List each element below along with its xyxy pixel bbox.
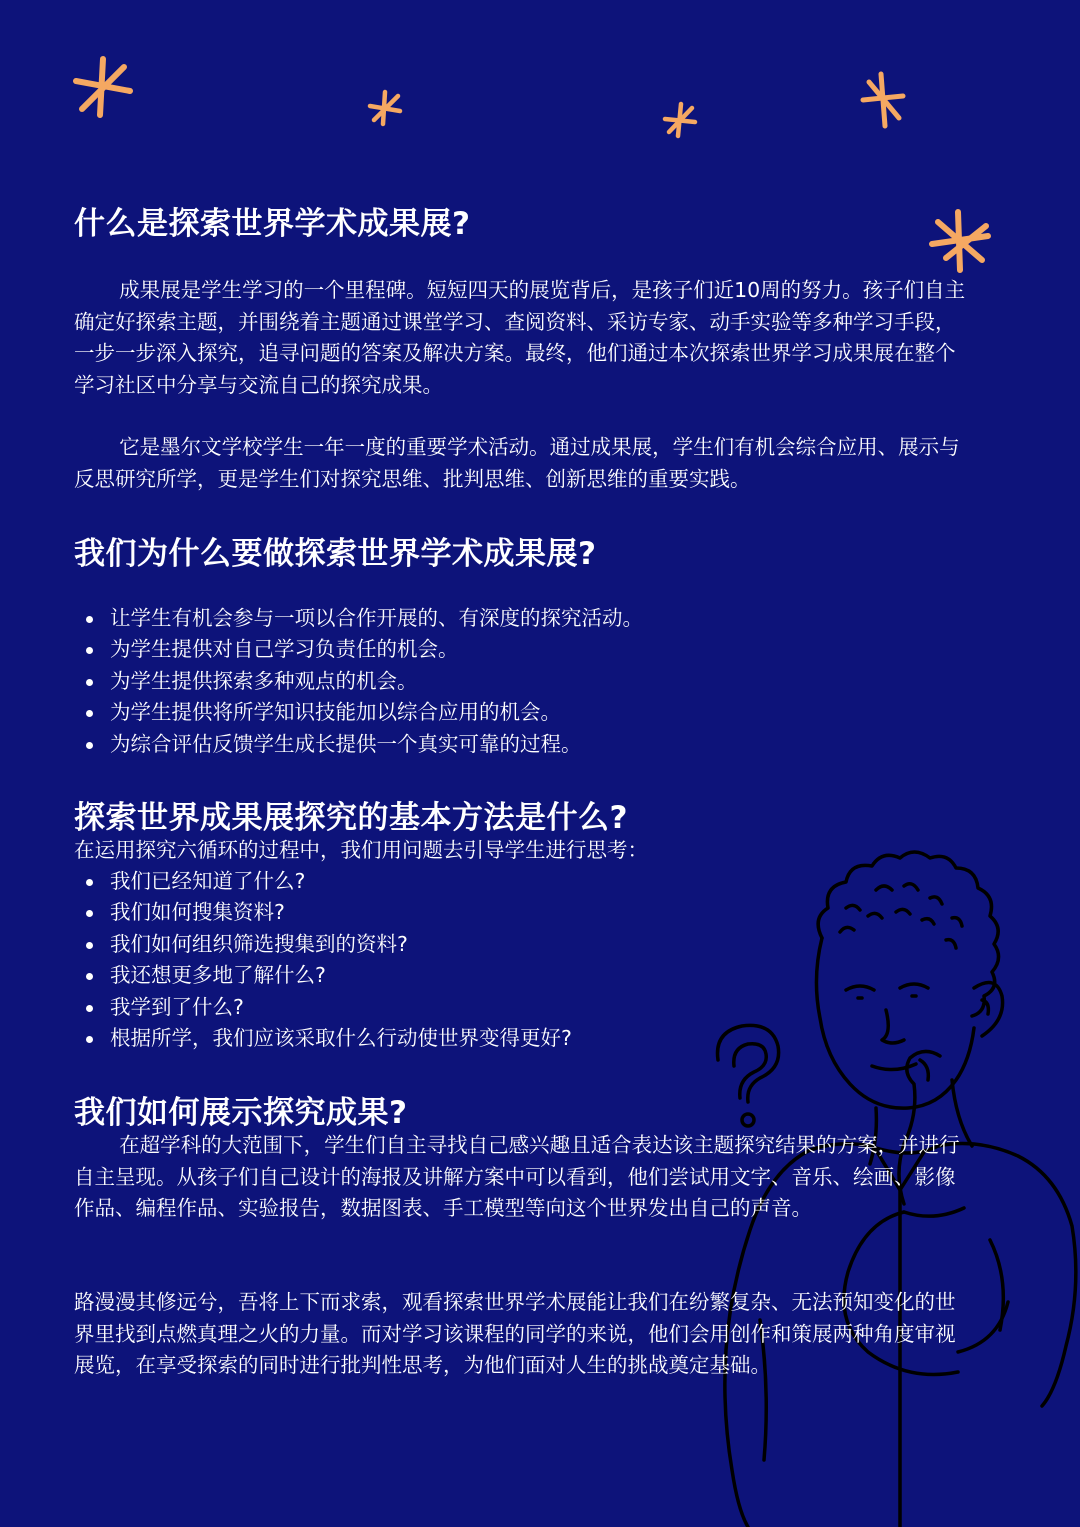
method-list: [74, 866, 974, 1054]
section-title-how: 我们如何展示探究成果?: [74, 1095, 408, 1131]
list-item: 根据所学，我们应该采取什么行动使世界变得更好?: [110, 1023, 974, 1054]
star-icon: [70, 55, 136, 121]
list-item: 为综合评估反馈学生成长提供一个真实可靠的过程。: [110, 729, 974, 760]
section4-paragraph-2: 路漫漫其修远兮，吾将上下而求索，观看探索世界学术展能让我们在纷繁复杂、无法预知变化的世界里找到点燃真理之火的力量。而对学习该课程的同学的来说，他们会用创作和策展两种角度审视展览，在享受探索的同时进行批判性思考，为他们面对人生的挑战奠定基础。: [74, 1290, 956, 1377]
list-item: 为学生提供将所学知识技能加以综合应用的机会。: [110, 697, 974, 728]
list-item: 为学生提供对自己学习负责任的机会。: [110, 634, 974, 665]
section1-paragraph-2: 它是墨尔文学校学生一年一度的重要学术活动。通过成果展，学生们有机会综合应用、展示与反思研究所学，更是学生们对探究思维、批判思维、创新思维的重要实践。: [74, 435, 960, 491]
section4-paragraph-1: 在超学科的大范围下，学生们自主寻找自己感兴趣且适合表达该主题探究结果的方案，并进行自主呈现。从孩子们自己设计的海报及讲解方案中可以看到，他们尝试用文字、音乐、绘画、影像作品、编程作品、实验报告，数据图表、手工模型等向这个世界发出自己的声音。: [74, 1133, 960, 1220]
list-item: 我学到了什么?: [110, 992, 974, 1023]
list-item: 为学生提供探索多种观点的机会。: [110, 666, 974, 697]
section-title-why: 我们为什么要做探索世界学术成果展?: [74, 536, 597, 572]
star-icon: [857, 70, 909, 130]
star-icon: [661, 100, 699, 140]
list-item: 让学生有机会参与一项以合作开展的、有深度的探究活动。: [110, 603, 974, 634]
list-item: 我们如何组织筛选搜集到的资料?: [110, 929, 974, 960]
why-list: [74, 603, 974, 760]
section3-intro: 在运用探究六循环的过程中，我们用问题去引导学生进行思考：: [74, 838, 648, 862]
section-title-what: 什么是探索世界学术成果展?: [74, 206, 471, 242]
list-item: 我们如何搜集资料?: [110, 897, 974, 928]
section-title-method: 探索世界成果展探究的基本方法是什么?: [74, 800, 628, 836]
section1-paragraph-1: 成果展是学生学习的一个里程碑。短短四天的展览背后，是孩子们近10周的努力。孩子们自主确定好探索主题，并围绕着主题通过课堂学习、查阅资料、采访专家、动手实验等多种学习手段，一步一步深入探究，追寻问题的答案及解决方案。最终，他们通过本次探索世界学习成果展在整个学习社区中分享与交流自己的探究成果。: [74, 278, 966, 397]
list-item: 我还想更多地了解什么?: [110, 960, 974, 991]
list-item: 我们已经知道了什么?: [110, 866, 974, 897]
star-icon: [366, 88, 404, 128]
